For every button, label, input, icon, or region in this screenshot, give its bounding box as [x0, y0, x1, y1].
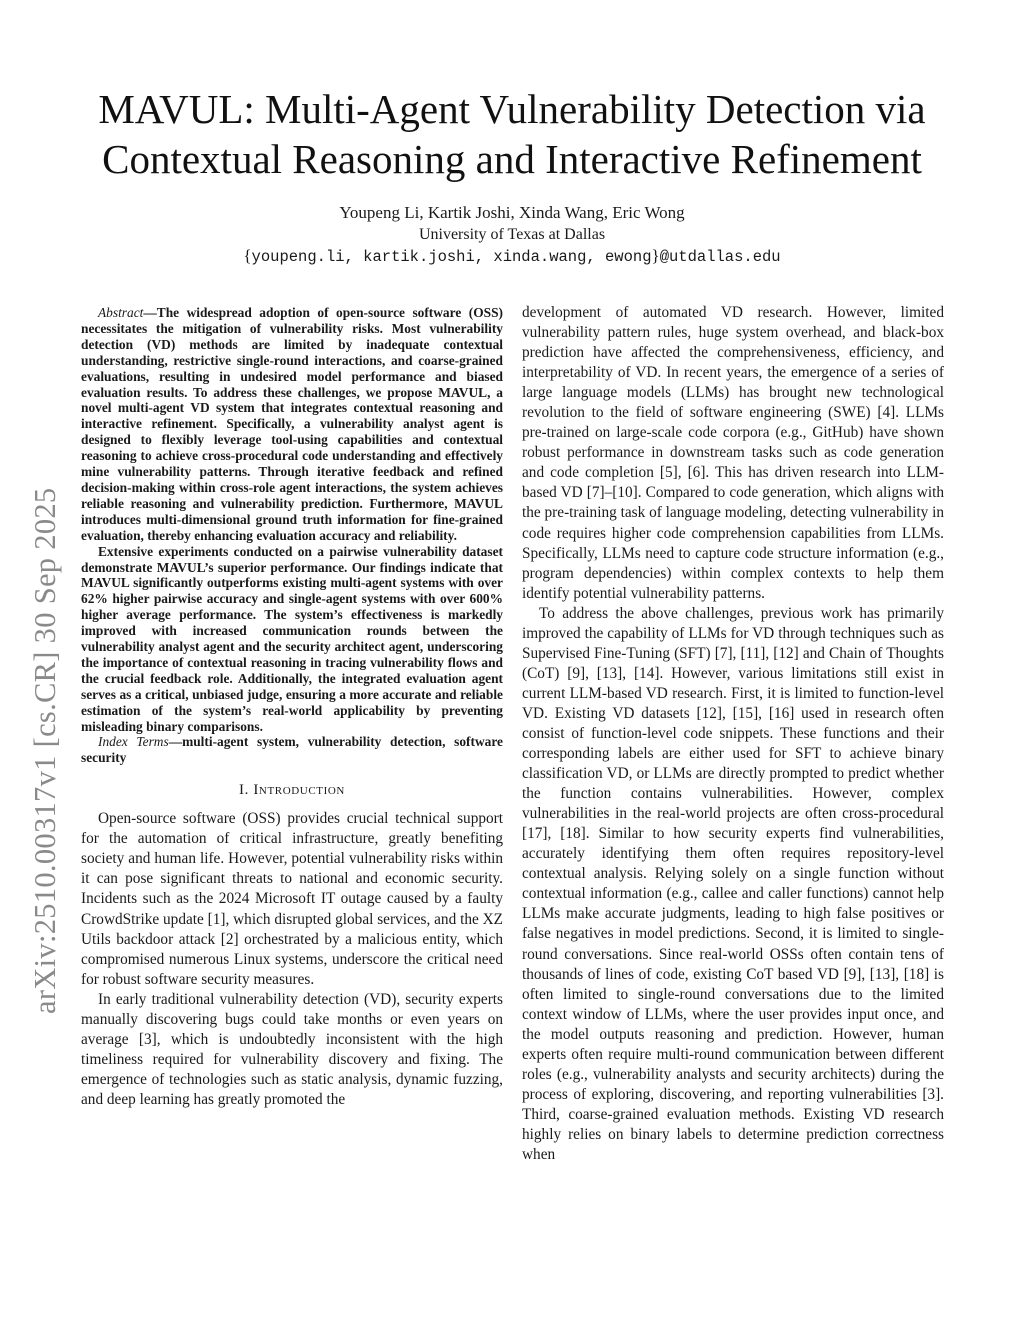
- intro-paragraph-2-continued: development of automated VD research. However, limited vulnerability pattern rules, huge system overhead, and black-box prediction have affected the comprehensiveness, efficiency, and interpretability of VD. In recent years, the emergence of a series of large language models (LLMs) has brought new technological revolution to the field of software engineering (SWE) [4]. LLMs pre-trained on large-scale code corpora (e.g., GitHub) have shown robust performance in downstream tasks such as code generation and code completion [5], [6]. This has driven research into LLM-based VD [7]–[10]. Compared to code generation, which aligns with the pre-training task of language modeling, detecting vulnerability in code requires higher code comprehension capabilities from LLMs. Specifically, LLMs need to capture code structure information (e.g., program dependencies) within complex contexts to help them identify potential vulnerability patterns.: [522, 304, 944, 602]
- title-line-2: Contextual Reasoning and Interactive Refinement: [102, 136, 922, 182]
- arxiv-identifier: arXiv:2510.00317v1 [cs.CR] 30 Sep 2025: [28, 487, 62, 1014]
- abstract-text-1: —The widespread adoption of open-source software (OSS) necessitates the mitigation of vulnerability risks. Most vulnerability detection (VD) methods are limited by inadequate contextual understanding, restrictive single-round interactions, and coarse-grained evaluations, resulting in undesired model performance and biased evaluation results. To address these challenges, we propose MAVUL, a novel multi-agent VD system that integrates contextual reasoning and interactive refinement. Specifically, a vulnerability analyst agent is designed to flexibly leverage tool-using capabilities and contextual reasoning to achieve cross-procedural code understanding and effectively mine vulnerability patterns. Through iterative feedback and refined decision-making within cross-role agent interactions, the system achieves reliable reasoning and vulnerability prediction. Furthermore, MAVUL introduces multi-dimensional ground truth information for fine-grained evaluation, thereby enhancing evaluation accuracy and reliability.: [81, 305, 503, 543]
- email-names: youpeng.li, kartik.joshi, xinda.wang, ewong: [251, 248, 652, 266]
- author-list: Youpeng Li, Kartik Joshi, Xinda Wang, Eric Wong: [339, 203, 685, 222]
- affiliation: University of Texas at Dallas: [418, 226, 606, 243]
- intro-paragraph-1: Open-source software (OSS) provides crucial technical support for the automation of critical infrastructure, greatly benefiting society and human life. However, potential vulnerability risks within it can pose significant threats to national and economic security. Incidents such as the 2024 Microsoft IT outage caused by a faulty CrowdStrike update [1], which disrupted global services, and the XZ Utils backdoor attack [2] orchestrated by a malicious entity, which compromised numerous Linux systems, underscore the critical need for robust software security measures.: [81, 810, 503, 988]
- index-terms-label: Index Terms: [98, 734, 169, 750]
- email-domain: @utdallas.edu: [659, 248, 781, 266]
- right-column: [522, 303, 944, 1165]
- author-emails: [60, 246, 964, 267]
- paper-title: [60, 84, 964, 184]
- intro-paragraph-2: In early traditional vulnerability detection (VD), security experts manually discovering bugs could take months or even years on average [3], which is undoubtedly inconsistent with the high timeliness required for vulnerability discovery and fixing. The emergence of technologies such as static analysis, dynamic fuzzing, and deep learning has greatly promoted the: [81, 990, 503, 1108]
- intro-paragraph-3: To address the above challenges, previous work has primarily improved the capability of LLMs for VD through techniques such as Supervised Fine-Tuning (SFT) [7], [11], [12] and Chain of Thoughts (CoT) [9], [13], [14]. However, various limitations still exist in current LLM-based VD research. First, it is limited to function-level VD. Existing VD datasets [12], [15], [16] used in research often consist of function-level code snippets. These functions and their corresponding labels are either used for SFT to achieve binary classification VD, or LLMs are directly prompted to predict whether the function contains vulnerabilities. However, complex vulnerabilities in the real-world projects are often cross-procedural [17], [18]. Similar to how security experts find vulnerabilities, accurately identifying them often requires repository-level contextual analysis. Relying solely on a single function without contextual information (e.g., callee and caller functions) cannot help LLMs make accurate judgments, leading to high false positives or false negatives in model predictions. Second, it is limited to single-round conversations. Since real-world OSSs often contain tens of thousands of lines of code, existing CoT based VD [9], [13], [18] is often limited to single-round conversations due to the limited context window of LLMs, where the user provides input once, and the model outputs reasoning and prediction. However, human experts often require multi-round communication between different roles (e.g., vulnerability analysts and security architects) during the process of exploring, discovering, and reporting vulnerabilities [3]. Third, coarse-grained evaluation methods. Existing VD research highly relies on binary labels to determine prediction correctness when: [522, 604, 944, 1163]
- title-line-1: MAVUL: Multi-Agent Vulnerability Detection via: [98, 86, 926, 132]
- abstract-label: Abstract: [98, 305, 144, 320]
- index-terms: [81, 734, 503, 766]
- email-open-brace: {: [243, 246, 252, 265]
- index-terms-text: —multi-agent system, vulnerability detection, software security: [81, 734, 503, 766]
- email-close-brace: }: [651, 246, 660, 265]
- left-column: [81, 305, 503, 1110]
- abstract-paragraph-2: Extensive experiments conducted on a pairwise vulnerability dataset demonstrate MAVUL’s superior performance. Our findings indicate that MAVUL significantly outperforms existing multi-agent systems with over 62% higher pairwise accuracy and single-agent systems with over 600% higher average performance. The system’s effectiveness is markedly improved with increased communication rounds between the vulnerability analyst agent and the security architect agent, underscoring the importance of contextual reasoning in tracing vulnerability flows and the crucial feedback role. Additionally, the integrated evaluation agent serves as a critical, unbiased judge, ensuring a more accurate and reliable estimation of the system’s real-world applicability by preventing misleading binary comparisons.: [81, 543, 503, 734]
- section-heading-introduction: I. Introduction: [239, 782, 345, 799]
- abstract-paragraph-1: [81, 305, 503, 544]
